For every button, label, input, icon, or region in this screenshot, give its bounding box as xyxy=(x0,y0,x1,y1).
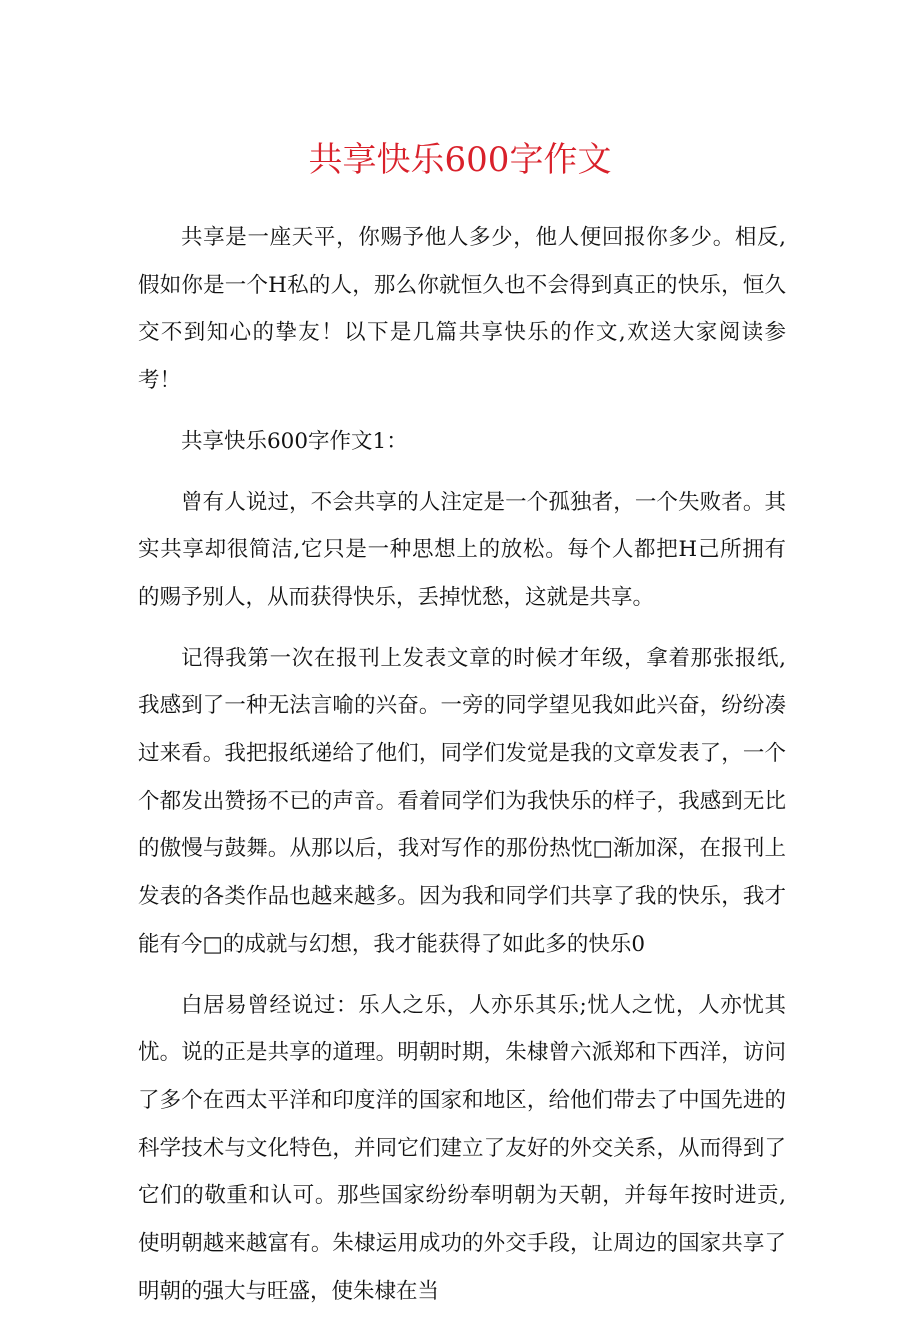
section-heading: 共享快乐600字作文1： xyxy=(181,428,408,454)
paragraph-intro: 共享是一座天平，你赐予他人多少，他人便回报你多少。相反,假如你是一个H私的人，那么你就恒久也不会得到真正的快乐，恒久交不到知心的挚友！以下是几篇共享快乐的作文,欢送大家阅读参考！ xyxy=(138,225,786,394)
document-title: 共享快乐600字作文 xyxy=(308,140,612,180)
paragraph-2: 记得我第一次在报刊上发表文章的时候才年级，拿着那张报纸,我感到了一种无法言喻的兴奋。一旁的同学望见我如此兴奋，纷纷凑过来看。我把报纸递给了他们，同学们发觉是我的文章发表了，一个个都发出赞扬不已的声音。看着同学们为我快乐的样子，我感到无比的傲慢与鼓舞。从那以后，我对写作的那份热忱□渐加深，在报刊上发表的各类作品也越来越多。因为我和同学们共享了我的快乐，我才能有今□的成就与幻想，我才能获得了如此多的快乐0 xyxy=(138,645,786,957)
paragraph-3: 白居易曾经说过：乐人之乐，人亦乐其乐;忧人之忧，人亦忧其忧。说的正是共享的道理。明朝时期，朱棣曾六派郑和下西洋，访问了多个在西太平洋和印度洋的国家和地区，给他们带去了中国先进的科学技术与文化特色，并同它们建立了友好的外交关系，从而得到了它们的敬重和认可。那些国家纷纷奉明朝为天朝，并每年按时进贡,使明朝越来越富有。朱棣运用成功的外交手段，让周边的国家共享了明朝的强大与旺盛，使朱棣在当 xyxy=(138,992,786,1304)
paragraph-1: 曾有人说过，不会共享的人注定是一个孤独者，一个失败者。其实共享却很简洁,它只是一种思想上的放松。每个人都把H己所拥有的赐予别人，从而获得快乐，丢掉忧愁，这就是共享。 xyxy=(138,489,786,610)
document-body xyxy=(138,214,786,1328)
